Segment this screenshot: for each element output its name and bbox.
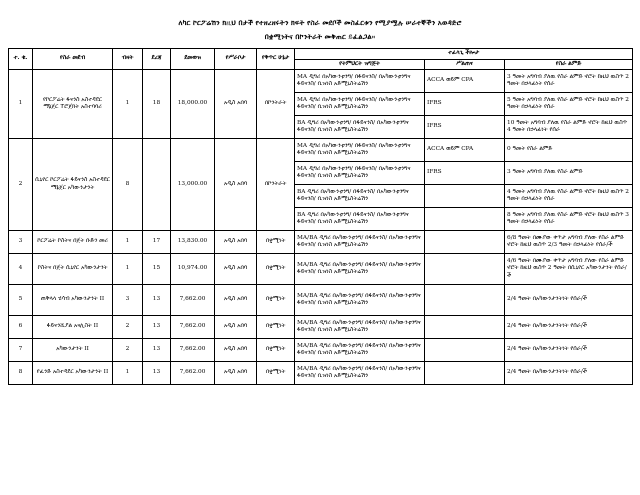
cell-experience: 0 ዓመት የስራ ልምድ [505, 139, 633, 162]
cell-grade: 17 [143, 231, 171, 254]
cell-certificate [425, 316, 505, 339]
cell-position: የፈንድ አስተዳደር አካውንታንት II [33, 362, 113, 385]
cell-salary: 7,662.00 [171, 339, 215, 362]
cell-location: አዲስ አበባ [215, 231, 257, 254]
table-row [9, 339, 633, 362]
col-header-certificate: ሥልጠና [425, 59, 505, 70]
cell-grade: 13 [143, 362, 171, 385]
table-row [9, 139, 633, 162]
cell-position: ጠቅላላ ሂሳብ አካውንታንት II [33, 285, 113, 316]
cell-experience: 4 ዓመት አግባብ ያለዉ የስራ ልምድ ኖሮት ከዚህ ዉስጥ 2 ዓመት በኃላፊነት የሰራ [505, 185, 633, 208]
cell-employment: በኮንትራት [257, 139, 295, 231]
cell-no: 8 [9, 362, 33, 385]
cell-qty: 8 [113, 139, 143, 231]
cell-employment: በኮንትራት [257, 70, 295, 139]
cell-grade: 13 [143, 285, 171, 316]
cell-location: አዲስ አበባ [215, 70, 257, 139]
table-row [9, 254, 633, 285]
cell-no: 1 [9, 70, 33, 139]
cell-certificate [425, 208, 505, 231]
cell-position: የኮርፖሬት ፋናንስ አስተዳደር ማኔጀር ፐሮጀክት አስተባባሪ [33, 70, 113, 139]
cell-salary: 13,830.00 [171, 231, 215, 254]
cell-certificate [425, 231, 505, 254]
col-header-position: የስራ መደብ [33, 49, 113, 70]
cell-experience: 6/8 ዓመት በሙያው ቀጥታ አግባብ ያለው የስራ ልምድ ኖሮት ከዚህ ዉስጥ 2/3 ዓመት በኃላፊነት የሰራ/ች [505, 231, 633, 254]
cell-qty: 1 [113, 70, 143, 139]
table-row [9, 231, 633, 254]
cell-education: MA ዲግሪ በአካውንቲንግ/ በፋይናንስ/ በአካውንቲንግና ፋይናንስ/ ቢዝነስ አድሚኒስትሬሽን [295, 93, 425, 116]
cell-grade: 18 [143, 70, 171, 139]
announcement-subtitle: በቋሚነትና በኮንትራት መቅጠር ይፈልጋል፡፡ [264, 32, 376, 41]
cell-education: MA/BA ዲግሪ በአካውንቲንግ/ በፋይናንስ/ በአካውንቲንግና ፋይናንስ/ ቢዝነስ አድሚኒስትሬሽን [295, 254, 425, 285]
cell-education: MA ዲግሪ በአካውንቲንግ/ በፋይናንስ/ በአካውንቲንግና ፋይናንስ/ ቢዝነስ አድሚኒስትሬሽን [295, 139, 425, 162]
cell-salary: 7,662.00 [171, 316, 215, 339]
cell-salary: 18,000.00 [171, 70, 215, 139]
vacancy-table-body [9, 70, 633, 385]
col-header-qty: ብዛት [113, 49, 143, 70]
cell-certificate: IFRS [425, 116, 505, 139]
cell-no: 2 [9, 139, 33, 231]
cell-experience: 3 ዓመት አግባብ ያለዉ የስራ ልምድ ኖሮት ከዚህ ዉስጥ 2 ዓመት በኃላፊነት የሰራ [505, 70, 633, 93]
cell-employment: በቋሚነት [257, 362, 295, 385]
cell-position: አካውንታንት II [33, 339, 113, 362]
cell-education: MA/BA ዲግሪ በአካውንቲንግ/ በፋይናንስ/ በአካውንቲንግና ፋይናንስ/ ቢዝነስ አድሚኒስትሬሽን [295, 339, 425, 362]
cell-experience: 2/4 ዓመት በአካውንታንትነት የሰራ/ች [505, 339, 633, 362]
table-row [9, 316, 633, 339]
cell-salary: 13,000.00 [171, 139, 215, 231]
cell-experience: 2/4 ዓመት በአካውንታንትነት የሰራ/ች [505, 285, 633, 316]
col-header-grade: ደረጃ [143, 49, 171, 70]
cell-experience: 3 ዓመት አግባብ ያለዉ የስራ ልምድ [505, 162, 633, 185]
cell-certificate [425, 285, 505, 316]
cell-grade: 15 [143, 254, 171, 285]
cell-education: MA/BA ዲግሪ በአካውንቲንግ/ በፋይናንስ/ በአካውንቲንግና ፋይናንስ/ ቢዝነስ አድሚኒስትሬሽን [295, 231, 425, 254]
cell-employment: በቋሚነት [257, 231, 295, 254]
cell-salary: 7,662.00 [171, 362, 215, 385]
cell-no: 5 [9, 285, 33, 316]
cell-no: 7 [9, 339, 33, 362]
cell-employment: በቋሚነት [257, 316, 295, 339]
cell-salary: 7,662.00 [171, 285, 215, 316]
cell-location: አዲስ አበባ [215, 254, 257, 285]
cell-qty: 1 [113, 362, 143, 385]
cell-employment: በቋሚነት [257, 254, 295, 285]
cell-experience: 4/6 ዓመት በሙያው ቀጥታ አግባብ ያለው የስራ ልምድ ኖሮት ከዚህ ዉስጥ 2 ዓመት በሲኒየር አካውንታንት የሰራ/ች [505, 254, 633, 285]
cell-location: አዲስ አበባ [215, 362, 257, 385]
cell-certificate: IFRS [425, 162, 505, 185]
cell-certificate: IFRS [425, 93, 505, 116]
cell-experience: 2/4 ዓመት በአካውንታንትነት የሰራ/ች [505, 362, 633, 385]
cell-location: አዲስ አበባ [215, 339, 257, 362]
col-header-location: የሥራቦታ [215, 49, 257, 70]
cell-experience: 5 ዓመት አግባብ ያለዉ የስራ ልምድ ኖሮት ከዚህ ዉስጥ 2 ዓመት በኃላፊነት የሰራ [505, 93, 633, 116]
cell-education: BA ዲግሪ በአካውንቲንግ/ በፋይናንስ/ በአካውንቲንግና ፋይናንስ/ ቢዝነስ አድሚኒስትሬሽን [295, 208, 425, 231]
cell-employment: በቋሚነት [257, 285, 295, 316]
cell-qty: 2 [113, 339, 143, 362]
cell-education: MA/BA ዲግሪ በአካውንቲንግ/ በፋይናንስ/ በአካውንቲንግና ፋይናንስ/ ቢዝነስ አድሚኒስትሬሽን [295, 362, 425, 385]
table-row [9, 70, 633, 93]
cell-experience: 2/4 ዓመት በአካውንታንትነት የሰራ/ች [505, 316, 633, 339]
cell-position: ሲኒየር ኮርፖሬት ፋይናንስ አስተዳደር ማኔጀር አካውንታንት [33, 139, 113, 231]
cell-location: አዲስ አበባ [215, 285, 257, 316]
cell-certificate [425, 254, 505, 285]
cell-education: MA/BA ዲግሪ በአካውንቲንግ/ በፋይናንስ/ በአካውንቲንግና ፋይናንስ/ ቢዝነስ አድሚኒስትሬሽን [295, 285, 425, 316]
cell-position: ኮስትና በጀት ሲኒየር አካውንታንት [33, 254, 113, 285]
cell-certificate [425, 362, 505, 385]
cell-location: አዲስ አበባ [215, 139, 257, 231]
cell-position: ኮርፖሬት ኮስትና በጀት ቡድን መሪ [33, 231, 113, 254]
cell-qty: 3 [113, 285, 143, 316]
table-row [9, 285, 633, 316]
cell-qty: 1 [113, 254, 143, 285]
cell-location: አዲስ አበባ [215, 316, 257, 339]
cell-salary: 10,974.00 [171, 254, 215, 285]
cell-education: BA ዲግሪ በአካውንቲንግ/ በፋይናንስ/ በአካውንቲንግና ፋይናንስ/ ቢዝነስ አድሚኒስትሬሽን [295, 185, 425, 208]
cell-certificate: ACCA ወይም CPA [425, 139, 505, 162]
cell-position: ፋይናንሺያል አናሊስት II [33, 316, 113, 339]
cell-certificate [425, 185, 505, 208]
cell-employment: በቋሚነት [257, 339, 295, 362]
cell-education: BA ዲግሪ በአካውንቲንግ/ በፋይናንስ/ በአካውንቲንግና ፋይናንስ/ ቢዝነስ አድሚኒስትሬሽን [295, 116, 425, 139]
col-header-salary: ደመወዝ [171, 49, 215, 70]
col-header-education: የትምህርት ዝግጅት [295, 59, 425, 70]
cell-grade: 13 [143, 339, 171, 362]
announcement-title: ለካር ኮርፖሬሽን ክዚህ በታች የተዘረዘሩትን ክፍት የስራ መደቦች መስፈርቱን የሚያሟሉ ሠራተኞችን አወዳድሮ [178, 18, 462, 27]
cell-no: 4 [9, 254, 33, 285]
table-row [9, 362, 633, 385]
cell-education: MA ዲግሪ በአካውንቲንግ/ በፋይናንስ/ በአካውንቲንግና ፋይናንስ/ ቢዝነስ አድሚኒስትሬሽን [295, 70, 425, 93]
cell-qty: 1 [113, 231, 143, 254]
cell-grade [143, 139, 171, 231]
cell-no: 3 [9, 231, 33, 254]
vacancy-table [8, 48, 633, 385]
cell-education: MA/BA ዲግሪ በአካውንቲንግ/ በፋይናንስ/ በአካውንቲንግና ፋይናንስ/ ቢዝነስ አድሚኒስትሬሽን [295, 316, 425, 339]
cell-education: MA ዲግሪ በአካውንቲንግ/ በፋይናንስ/ በአካውንቲንግና ፋይናንስ/ ቢዝነስ አድሚኒስትሬሽን [295, 162, 425, 185]
col-header-no: ተ. ቁ. [9, 49, 33, 70]
col-header-requirements: ተፈላጊ ችሎታ [295, 49, 633, 60]
col-header-employment: የቅጥር ሁኔታ [257, 49, 295, 70]
cell-qty: 2 [113, 316, 143, 339]
cell-certificate: ACCA ወይም CPA [425, 70, 505, 93]
cell-no: 6 [9, 316, 33, 339]
col-header-experience: የስራ ልምድ [505, 59, 633, 70]
cell-certificate [425, 339, 505, 362]
cell-grade: 13 [143, 316, 171, 339]
cell-experience: 8 ዓመት አግባብ ያለዉ የስራ ልምድ ኖሮት ከዚህ ዉስጥ 3 ዓመት በኃላፊነት የሰራ [505, 208, 633, 231]
cell-experience: 10 ዓመት አግባብ ያለዉ የስራ ልምድ ኖሮት ከዚህ ዉስጥ 4 ዓመት በኃላፊነት የሰራ [505, 116, 633, 139]
